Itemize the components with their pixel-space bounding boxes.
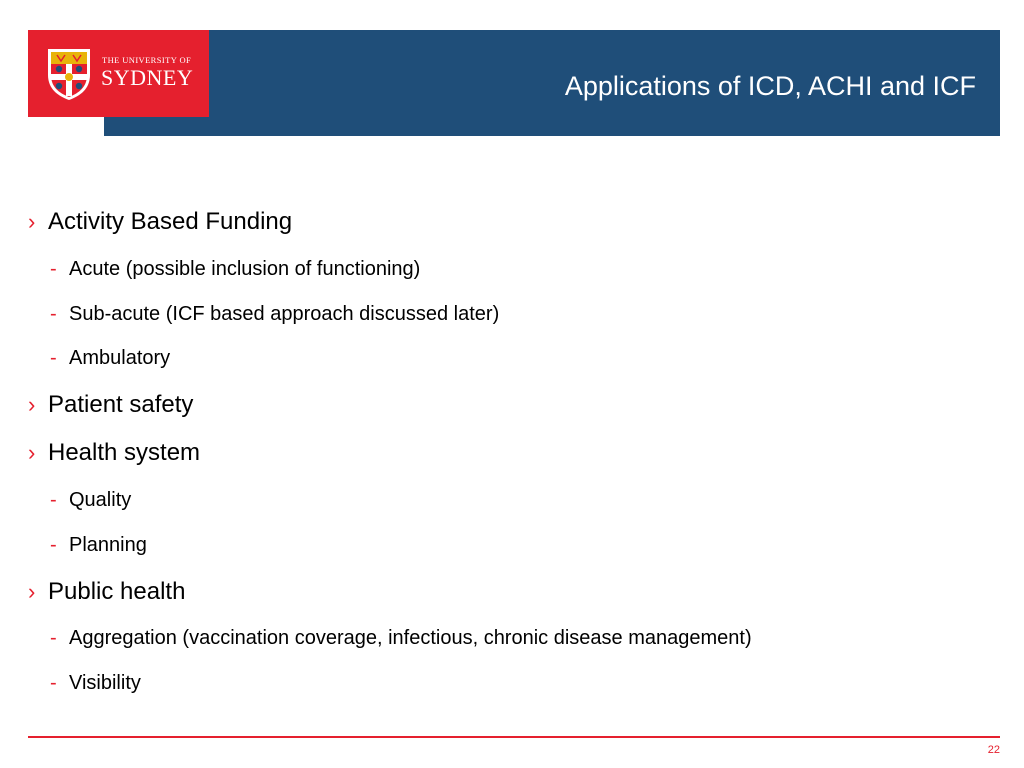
list-item bbox=[50, 488, 131, 512]
list-item bbox=[50, 671, 141, 695]
bullet-chevron-icon: › bbox=[28, 392, 36, 417]
bullet-text: Visibility bbox=[69, 672, 141, 694]
list-item bbox=[28, 208, 292, 236]
university-logo bbox=[28, 30, 209, 117]
bullet-text: Ambulatory bbox=[69, 347, 171, 369]
bullet-text: Quality bbox=[69, 489, 132, 511]
bullet-text: Sub-acute (ICF based approach discussed later) bbox=[69, 303, 500, 325]
list-item bbox=[50, 302, 499, 326]
list-item bbox=[28, 391, 193, 419]
bullet-dash-icon: - bbox=[50, 303, 57, 325]
list-item bbox=[50, 346, 170, 370]
list-item bbox=[50, 533, 147, 557]
bullet-dash-icon: - bbox=[50, 627, 57, 649]
footer-divider bbox=[28, 736, 1000, 738]
list-item bbox=[50, 257, 420, 281]
bullet-text: Public health bbox=[48, 578, 186, 605]
bullet-dash-icon: - bbox=[50, 347, 57, 369]
bullet-text: Acute (possible inclusion of functioning) bbox=[69, 258, 421, 280]
bullet-dash-icon: - bbox=[50, 534, 57, 556]
header-bar bbox=[104, 30, 1000, 136]
bullet-text: Health system bbox=[48, 439, 201, 466]
bullet-text: Aggregation (vaccination coverage, infectious, chronic disease management) bbox=[69, 627, 752, 649]
university-crest-icon bbox=[46, 45, 92, 101]
bullet-chevron-icon: › bbox=[28, 579, 36, 604]
bullet-text: Activity Based Funding bbox=[48, 208, 293, 235]
bullet-text: Patient safety bbox=[48, 391, 194, 418]
list-item bbox=[50, 626, 752, 650]
slide-title: Applications of ICD, ACHI and ICF bbox=[564, 71, 976, 101]
bullet-text: Planning bbox=[69, 534, 147, 556]
logo-text-large: SYDNEY bbox=[101, 65, 194, 90]
bullet-dash-icon: - bbox=[50, 672, 57, 694]
bullet-dash-icon: - bbox=[50, 258, 57, 280]
logo-text-small: THE UNIVERSITY OF bbox=[102, 55, 192, 65]
bullet-dash-icon: - bbox=[50, 489, 57, 511]
bullet-chevron-icon: › bbox=[28, 440, 36, 465]
page-number: 22 bbox=[987, 744, 1000, 756]
list-item bbox=[28, 578, 185, 606]
bullet-chevron-icon: › bbox=[28, 209, 36, 234]
list-item bbox=[28, 439, 200, 467]
